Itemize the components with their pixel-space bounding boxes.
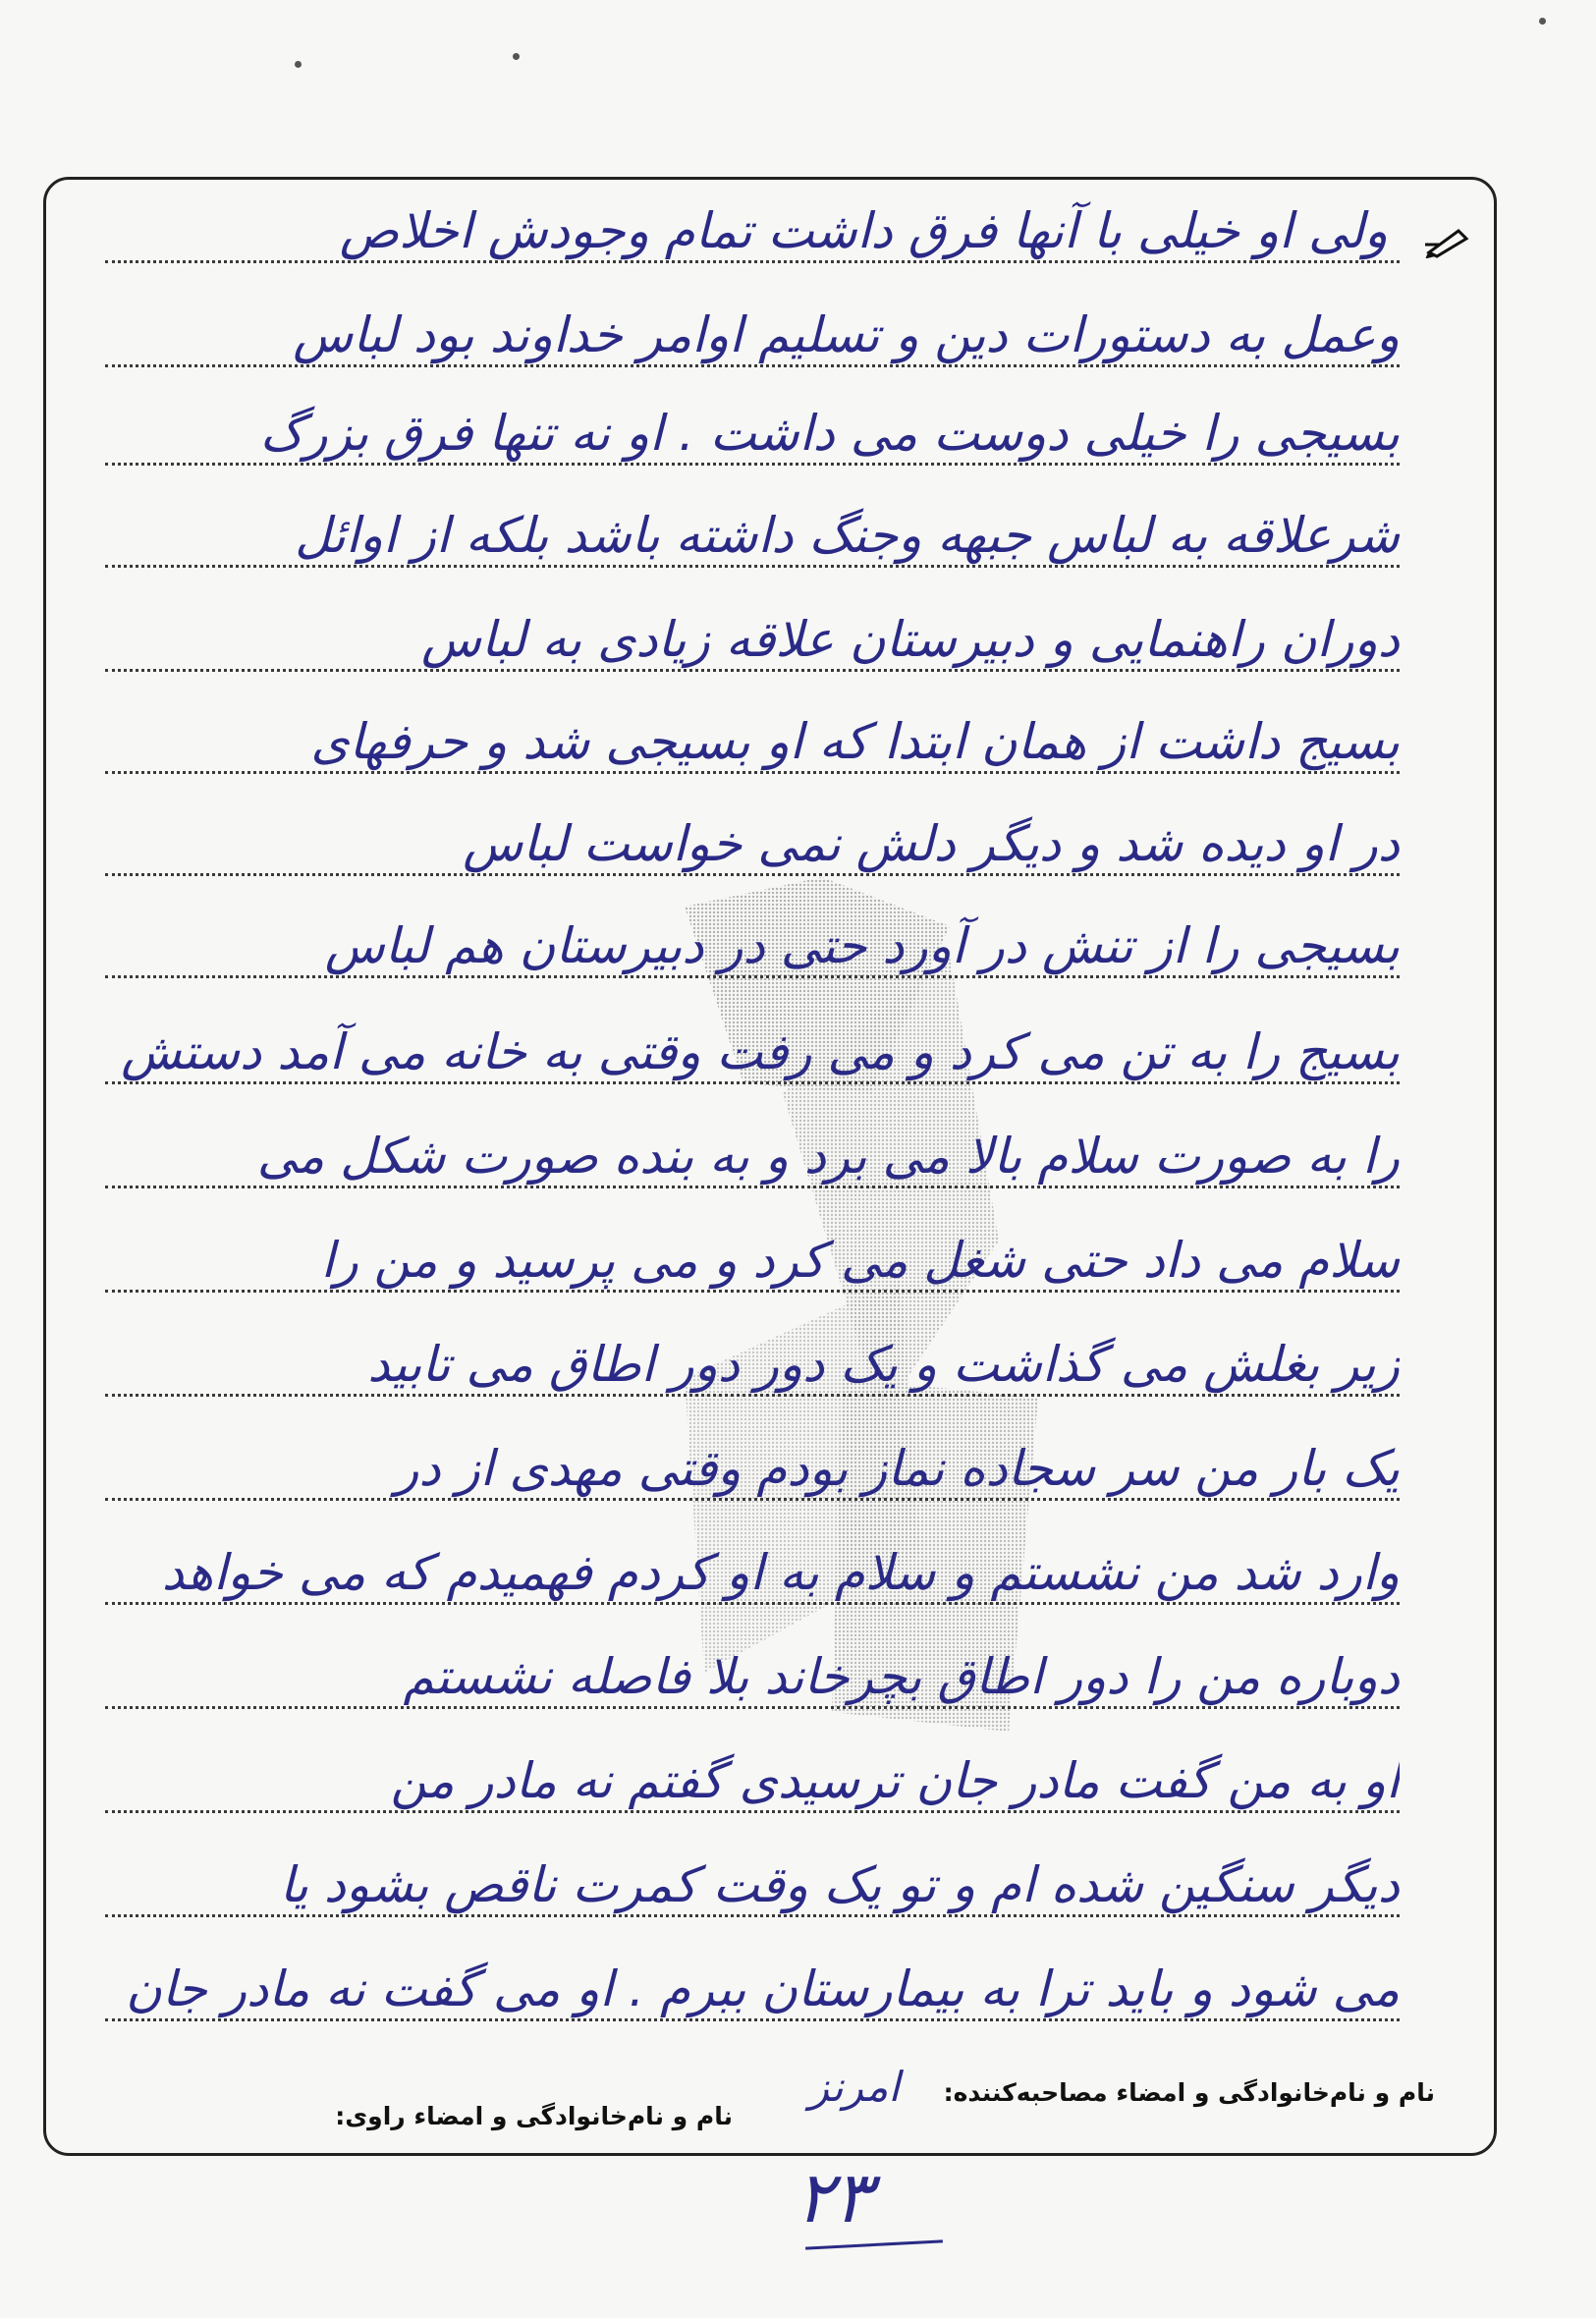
ruled-line <box>105 1081 1400 1084</box>
ruled-line <box>105 2018 1400 2021</box>
handwritten-line: بسیج را به تن می کرد و می رفت وقتی به خانه می آمد دستش <box>121 1023 1400 1080</box>
page-number-underline <box>805 2239 943 2249</box>
handwritten-line: وعمل به دستورات دین و تسلیم اوامر خداوند بود لباس <box>293 306 1400 363</box>
handwritten-line: در او دیده شد و دیگر دلش نمی خواست لباس <box>463 815 1400 872</box>
interviewer-signature: امرنز <box>808 2063 900 2111</box>
ruled-line <box>105 771 1400 774</box>
ruled-line <box>105 463 1400 466</box>
handwritten-line: بسیجی را از تنش در آورد حتی در دبیرستان هم لباس <box>324 917 1400 974</box>
handwritten-line: بسیجی را خیلی دوست می داشت . او نه تنها فرق بزرگ <box>259 405 1400 462</box>
handwritten-line: را به صورت سلام بالا می برد و به بنده صورت شکل می <box>256 1128 1400 1185</box>
narrator-label: نام و نام‌خانوادگی و امضاء راوی: <box>335 2102 733 2130</box>
ruled-line <box>105 1602 1400 1605</box>
ruled-line <box>105 1498 1400 1501</box>
ruled-line <box>105 1810 1400 1813</box>
handwritten-line: می شود و باید ترا به بیمارستان ببرم . او می گفت نه مادر جان <box>126 1960 1400 2017</box>
ruled-line <box>105 1186 1400 1188</box>
ruled-line <box>105 1394 1400 1397</box>
scan-speck <box>295 61 302 68</box>
ruled-line <box>105 1290 1400 1293</box>
handwritten-line: دوران راهنمایی و دبیرستان علاقه زیادی به لباس <box>421 611 1400 668</box>
scan-speck <box>1539 18 1546 25</box>
handwritten-line: وارد شد من نشستم و سلام به او کردم فهمیدم که می خواهد <box>161 1544 1400 1601</box>
ruled-line <box>105 260 1400 263</box>
handwritten-line: او به من گفت مادر جان ترسیدی گفتم نه مادر من <box>390 1752 1400 1809</box>
page-number: ۲۳ <box>796 2156 872 2238</box>
interviewer-label: نام و نام‌خانوادگی و امضاء مصاحبه‌کننده: <box>943 2078 1435 2107</box>
ruled-line <box>105 873 1400 876</box>
ruled-line <box>105 975 1400 978</box>
handwritten-line: بسیج داشت از همان ابتدا که او بسیجی شد و حرفهای <box>310 713 1400 770</box>
handwritten-line: دوباره من را دور اطاق بچرخاند بلا فاصله نشستم <box>403 1648 1400 1705</box>
handwritten-line: یک بار من سر سجاده نماز بودم وقتی مهدی از در <box>395 1440 1400 1497</box>
page-frame <box>43 177 1497 2156</box>
scan-speck <box>513 53 520 60</box>
ruled-line <box>105 565 1400 568</box>
signature-footer <box>105 2063 1435 2130</box>
handwritten-line: سلام می داد حتی شغل می کرد و می پرسید و من را <box>320 1232 1400 1289</box>
ruled-line <box>105 669 1400 672</box>
ruled-line <box>105 1914 1400 1917</box>
handwritten-line: زیر بغلش می گذاشت و یک دور دور اطاق می تابید <box>367 1336 1400 1393</box>
handwritten-line: دیگر سنگین شده ام و تو یک وقت کمرت ناقص بشود یا <box>279 1856 1400 1913</box>
ruled-line <box>105 364 1400 367</box>
handwritten-line: شرعلاقه به لباس جبهه وجنگ داشته باشد بلکه از اوائل <box>295 507 1400 564</box>
ruled-line <box>105 1706 1400 1709</box>
handwritten-line: ولی او خیلی با آنها فرق داشت تمام وجودش اخلاص <box>339 202 1388 259</box>
pen-note-icon <box>1423 225 1472 258</box>
handwritten-body <box>105 180 1400 2046</box>
